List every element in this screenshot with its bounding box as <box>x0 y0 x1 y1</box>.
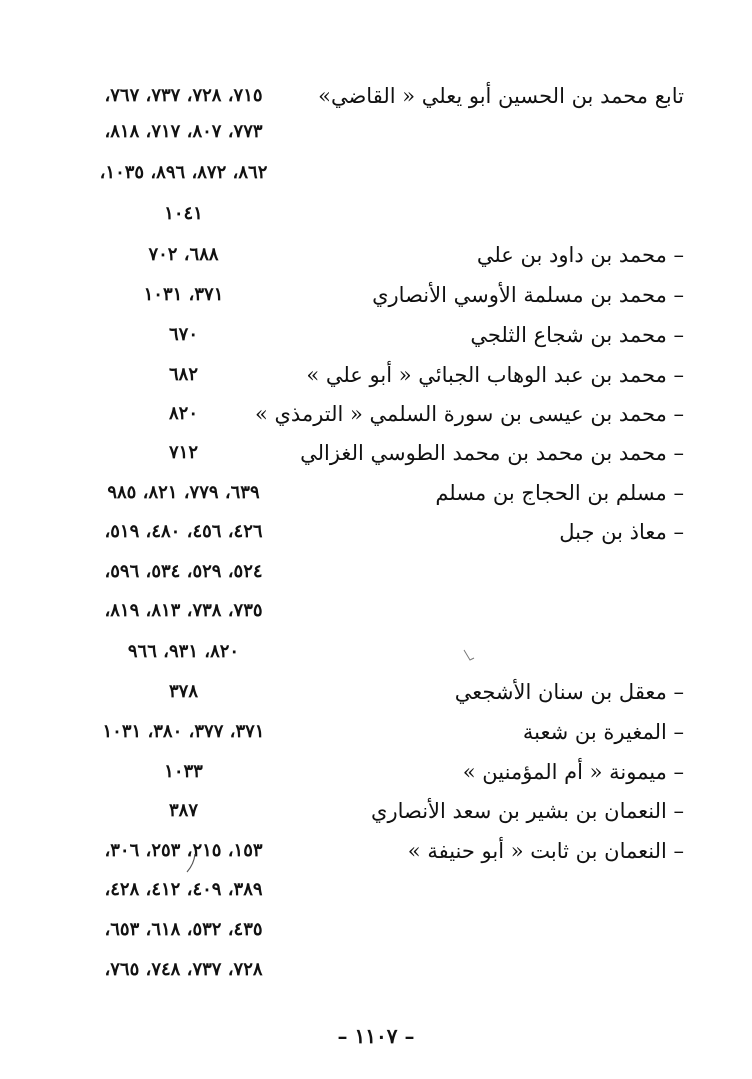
entry-name: تابع محمد بن الحسين أبو يعلي « القاضي» <box>318 84 684 108</box>
entry-name: – ميمونة « أم المؤمنين » <box>462 760 684 784</box>
entry-refs: ١٥٣، ٢١٥، ٢٥٣، ٣٠٦، <box>104 840 263 861</box>
entry-refs: ٥٢٤، ٥٢٩، ٥٣٤، ٥٩٦، <box>104 561 263 582</box>
entry-refs: ٣٧٨ <box>168 681 198 702</box>
entry-refs: ٧٣٥، ٧٣٨، ٨١٣، ٨١٩، <box>104 600 263 621</box>
entry-refs: ٣٧١، ٣٧٧، ٣٨٠، ١٠٣١ <box>102 721 265 742</box>
entry-name: – المغيرة بن شعبة <box>522 720 684 744</box>
entry-name: – محمد بن عبد الوهاب الجبائي « أبو علي » <box>306 363 684 387</box>
entry-name: – النعمان بن بشير بن سعد الأنصاري <box>371 799 684 823</box>
entry-refs: ٣٨٩، ٤٠٩، ٤١٢، ٤٢٨، <box>104 879 263 900</box>
entry-refs: ٨٢٠، ٩٣١، ٩٦٦ <box>127 641 240 662</box>
page-number: – ١١٠٧ – <box>337 1024 415 1048</box>
entry-refs: ٣٨٧ <box>168 800 198 821</box>
entry-name: – معقل بن سنان الأشجعي <box>454 680 684 704</box>
entry-refs: ٧٧٣، ٨٠٧، ٧١٧، ٨١٨، <box>104 121 263 142</box>
entry-refs: ١٠٣٣ <box>164 761 203 782</box>
entry-name: – معاذ بن جبل <box>559 520 684 544</box>
stray-mark <box>462 648 476 664</box>
entry-refs: ٤٣٥، ٥٣٢، ٦١٨، ٦٥٣، <box>104 919 263 940</box>
entry-refs: ٨٦٢، ٨٧٢، ٨٩٦، ١٠٣٥، <box>99 162 268 183</box>
correction-mark <box>184 848 198 876</box>
entry-refs: ٣٧١، ١٠٣١ <box>143 284 224 305</box>
entry-refs: ٧١٥، ٧٢٨، ٧٣٧، ٧٦٧، <box>104 85 263 106</box>
entry-refs: ٦٨٨، ٧٠٢ <box>148 244 219 265</box>
entry-refs: ١٠٤١ <box>164 203 203 224</box>
entry-refs: ٦٨٢ <box>168 364 198 385</box>
entry-refs: ٤٢٦، ٤٥٦، ٤٨٠، ٥١٩، <box>104 521 263 542</box>
entry-name: – محمد بن داود بن علي <box>476 243 684 267</box>
entry-refs: ٨٢٠ <box>168 403 198 424</box>
entry-name: – محمد بن شجاع الثلجي <box>470 323 684 347</box>
entry-name: – محمد بن عيسى بن سورة السلمي « الترمذي » <box>254 402 684 426</box>
entry-name: – محمد بن محمد بن محمد الطوسي الغزالي <box>300 441 684 465</box>
entry-name: – مسلم بن الحجاج بن مسلم <box>435 481 684 505</box>
entry-refs: ٧٢٨، ٧٣٧، ٧٤٨، ٧٦٥، <box>104 959 263 980</box>
entry-name: – النعمان بن ثابت « أبو حنيفة » <box>407 839 684 863</box>
entry-refs: ٦٣٩، ٧٧٩، ٨٢١، ٩٨٥ <box>107 482 260 503</box>
entry-name: – محمد بن مسلمة الأوسي الأنصاري <box>372 283 684 307</box>
entry-refs: ٦٧٠ <box>168 324 198 345</box>
entry-refs: ٧١٢ <box>168 442 198 463</box>
